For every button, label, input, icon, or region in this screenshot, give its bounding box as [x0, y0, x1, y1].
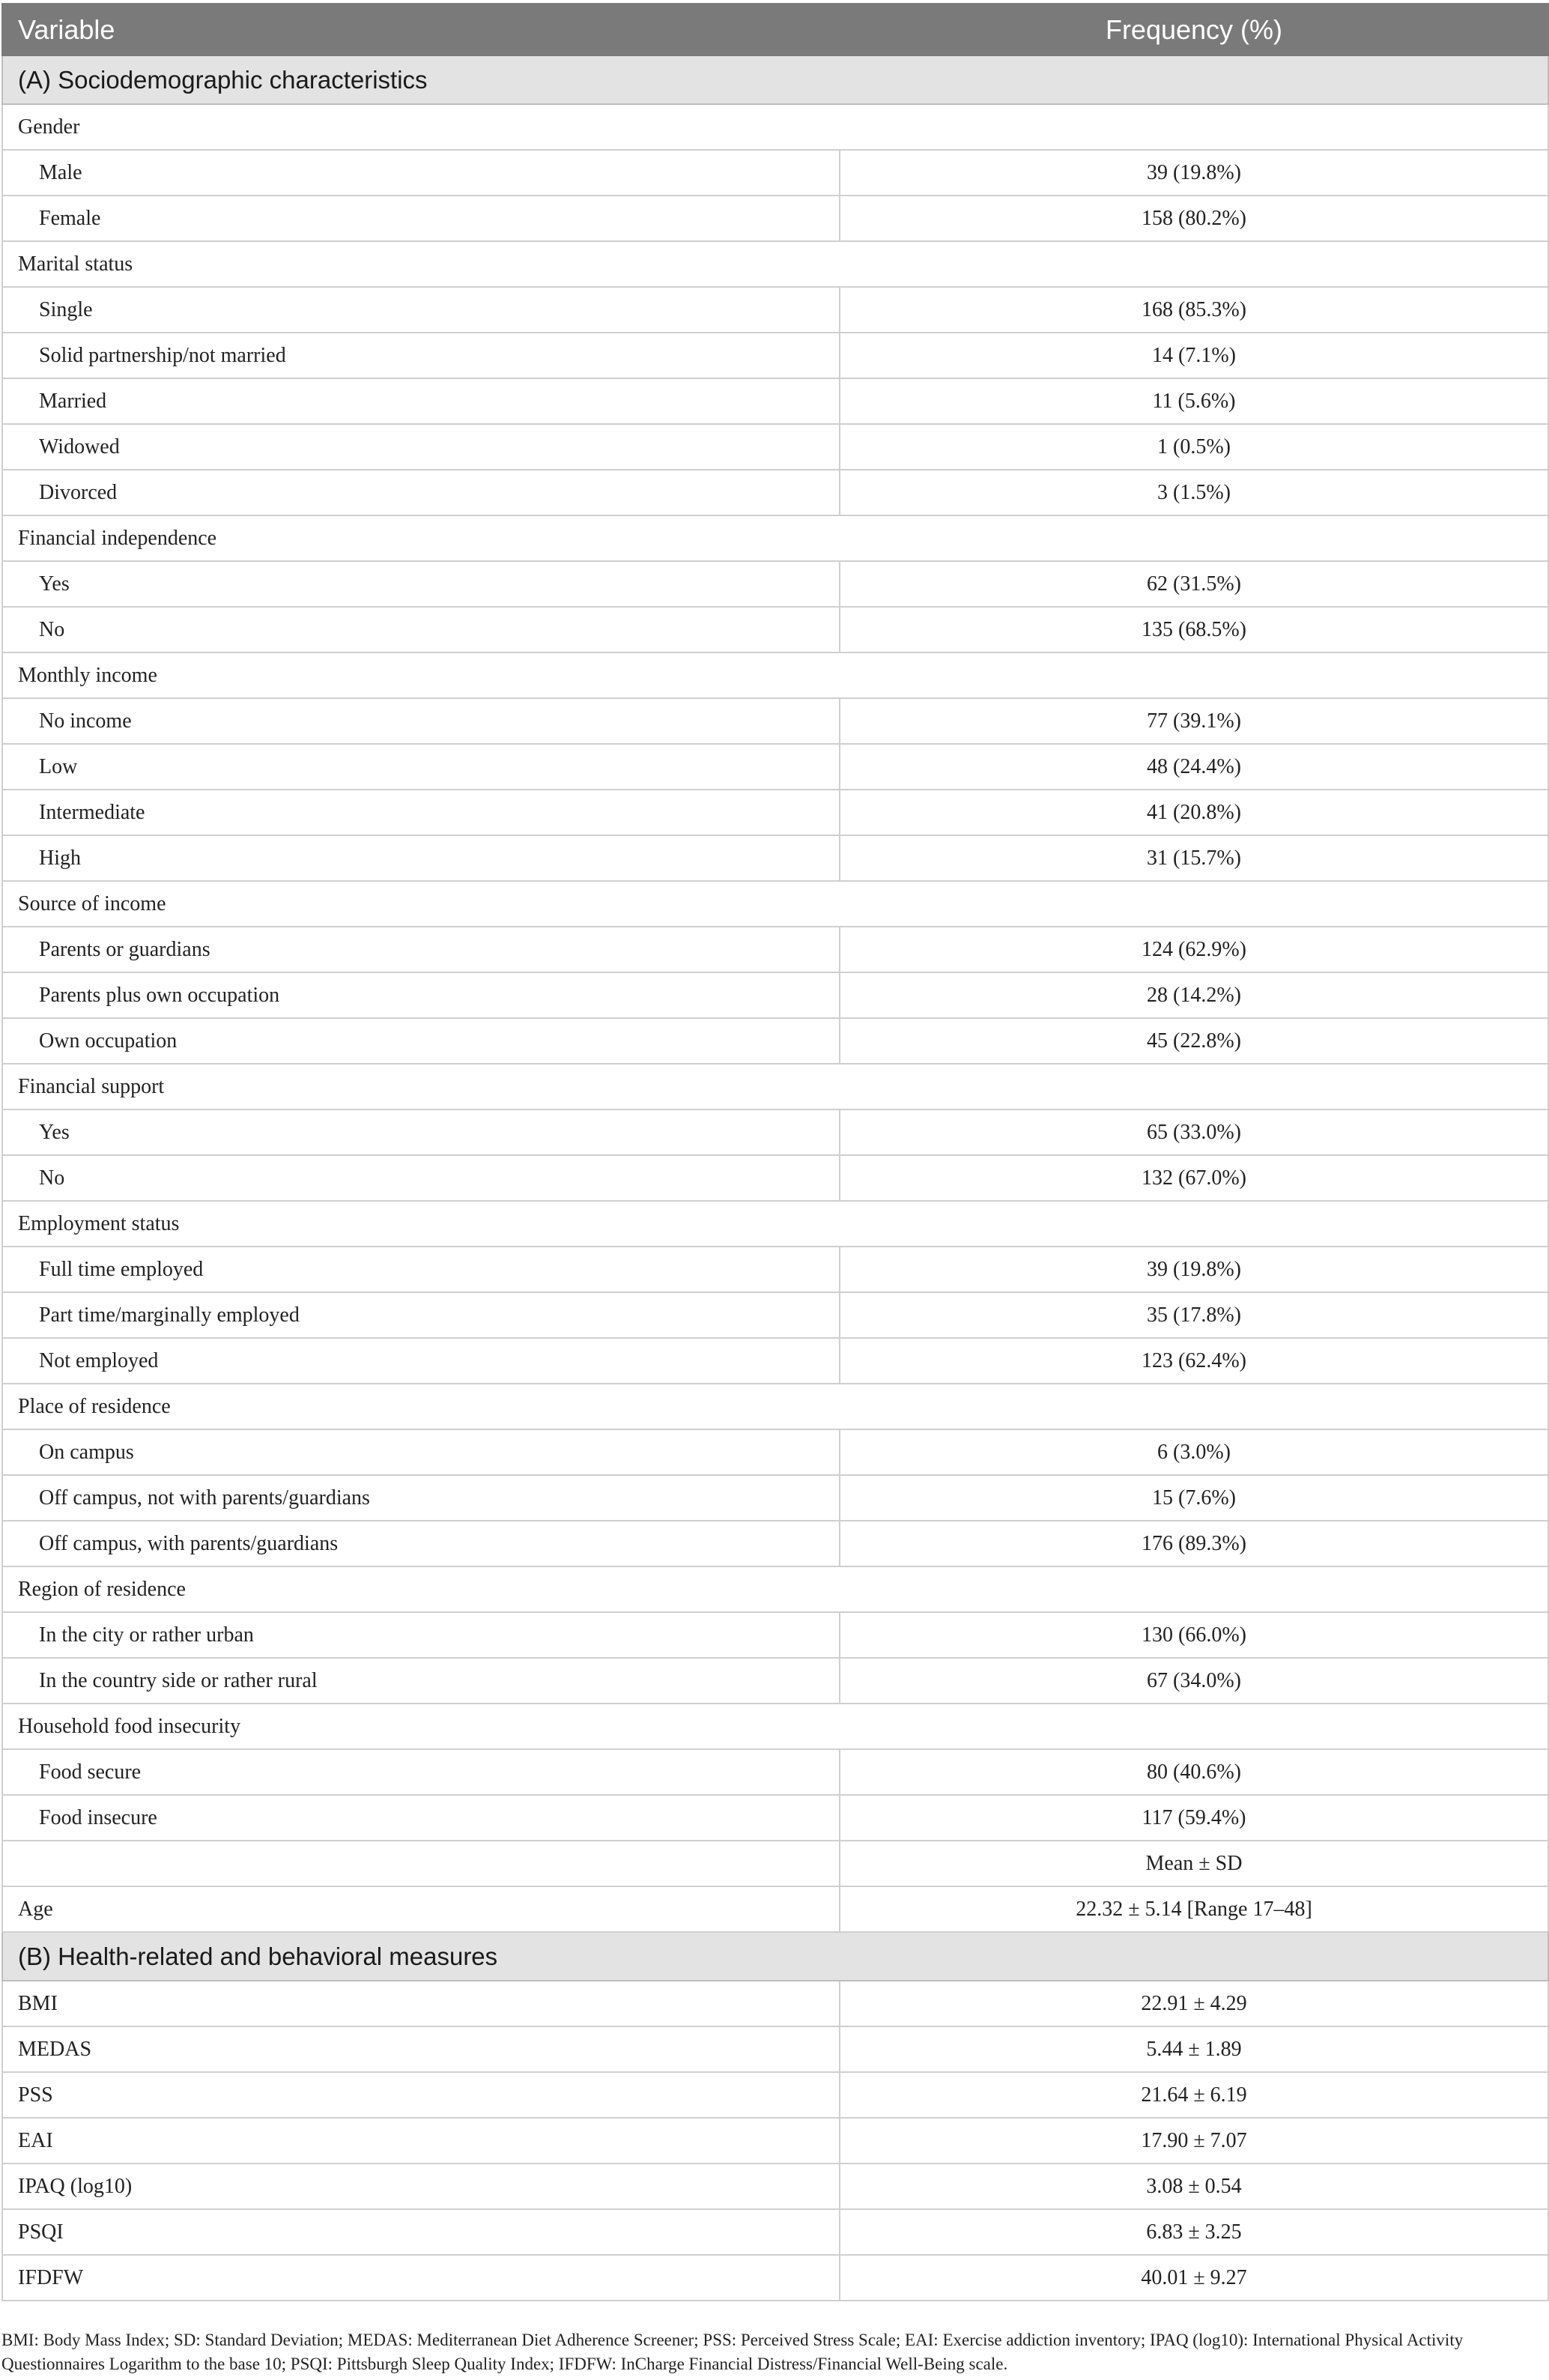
group-row	[2, 104, 1548, 150]
row-value: 135 (68.5%)	[840, 607, 1548, 652]
row-value: 62 (31.5%)	[840, 561, 1548, 607]
group-label: Monthly income	[2, 652, 1548, 698]
table-row	[2, 835, 1548, 881]
measure-label: PSQI	[2, 2209, 840, 2255]
table-row	[2, 1429, 1548, 1475]
section-a-row	[2, 55, 1548, 104]
group-row	[2, 652, 1548, 698]
group-label: Source of income	[2, 881, 1548, 927]
row-label: On campus	[2, 1429, 840, 1475]
measure-label: IFDFW	[2, 2255, 840, 2301]
characteristics-table	[1, 3, 1549, 2301]
table-row	[2, 927, 1548, 972]
row-value: 124 (62.9%)	[840, 927, 1548, 972]
row-label: Part time/marginally employed	[2, 1292, 840, 1338]
row-value: 67 (34.0%)	[840, 1658, 1548, 1704]
group-row	[2, 1704, 1548, 1749]
row-label: Own occupation	[2, 1018, 840, 1064]
row-value: 14 (7.1%)	[840, 333, 1548, 378]
row-label: Off campus, not with parents/guardians	[2, 1475, 840, 1521]
row-label: Married	[2, 378, 840, 424]
table-container	[1, 3, 1548, 2301]
row-value: 158 (80.2%)	[840, 196, 1548, 241]
table-body	[2, 55, 1548, 2301]
group-label: Household food insecurity	[2, 1704, 1548, 1749]
row-label: Full time employed	[2, 1247, 840, 1292]
group-row	[2, 1384, 1548, 1429]
table-row	[2, 1292, 1548, 1338]
group-label: Financial independence	[2, 515, 1548, 561]
row-value: 3 (1.5%)	[840, 470, 1548, 515]
table-row	[2, 1475, 1548, 1521]
header-variable: Variable	[2, 4, 840, 55]
table-row	[2, 1338, 1548, 1384]
row-label: Yes	[2, 561, 840, 607]
age-value: 22.32 ± 5.14 [Range 17–48]	[840, 1886, 1548, 1932]
row-label: No	[2, 1155, 840, 1201]
measure-label: BMI	[2, 1981, 840, 2026]
measure-value: 3.08 ± 0.54	[840, 2164, 1548, 2209]
row-value: 41 (20.8%)	[840, 790, 1548, 835]
row-value: 35 (17.8%)	[840, 1292, 1548, 1338]
table-row	[2, 561, 1548, 607]
row-value: 45 (22.8%)	[840, 1018, 1548, 1064]
row-value: 123 (62.4%)	[840, 1338, 1548, 1384]
group-row	[2, 241, 1548, 287]
row-label: No	[2, 607, 840, 652]
group-label: Gender	[2, 104, 1548, 150]
table-row	[2, 1612, 1548, 1658]
row-value: 80 (40.6%)	[840, 1749, 1548, 1795]
row-value: 77 (39.1%)	[840, 698, 1548, 744]
row-value: 28 (14.2%)	[840, 972, 1548, 1018]
table-row	[2, 1795, 1548, 1841]
row-value: 1 (0.5%)	[840, 424, 1548, 470]
row-value: 11 (5.6%)	[840, 378, 1548, 424]
table-row	[2, 470, 1548, 515]
table-row	[2, 790, 1548, 835]
measure-label: IPAQ (log10)	[2, 2164, 840, 2209]
table-row	[2, 1247, 1548, 1292]
measure-value: 17.90 ± 7.07	[840, 2118, 1548, 2164]
table-row	[2, 1658, 1548, 1704]
group-label: Region of residence	[2, 1566, 1548, 1612]
row-label: Food secure	[2, 1749, 840, 1795]
row-label: No income	[2, 698, 840, 744]
row-label: Not employed	[2, 1338, 840, 1384]
table-row	[2, 972, 1548, 1018]
row-value: 48 (24.4%)	[840, 744, 1548, 790]
row-label: Intermediate	[2, 790, 840, 835]
age-row	[2, 1886, 1548, 1932]
measure-row	[2, 2118, 1548, 2164]
measure-row	[2, 2072, 1548, 2118]
table-row	[2, 378, 1548, 424]
measure-value: 5.44 ± 1.89	[840, 2026, 1548, 2072]
table-row	[2, 698, 1548, 744]
row-label: In the country side or rather rural	[2, 1658, 840, 1704]
row-label: Parents or guardians	[2, 927, 840, 972]
row-label: Yes	[2, 1109, 840, 1155]
row-label: Parents plus own occupation	[2, 972, 840, 1018]
table-row	[2, 287, 1548, 333]
table-row	[2, 607, 1548, 652]
section-b-row	[2, 1932, 1548, 1981]
row-label: Off campus, with parents/guardians	[2, 1521, 840, 1566]
measure-row	[2, 2164, 1548, 2209]
header-row	[2, 4, 1548, 55]
empty-cell	[2, 1841, 840, 1886]
row-label: Divorced	[2, 470, 840, 515]
row-value: 39 (19.8%)	[840, 1247, 1548, 1292]
row-value: 39 (19.8%)	[840, 150, 1548, 196]
table-row	[2, 424, 1548, 470]
group-row	[2, 1566, 1548, 1612]
measure-value: 6.83 ± 3.25	[840, 2209, 1548, 2255]
row-label: Male	[2, 150, 840, 196]
group-label: Place of residence	[2, 1384, 1548, 1429]
row-label: In the city or rather urban	[2, 1612, 840, 1658]
table-row	[2, 196, 1548, 241]
row-value: 176 (89.3%)	[840, 1521, 1548, 1566]
section-b-title: (B) Health-related and behavioral measures	[2, 1932, 1548, 1981]
measure-row	[2, 1981, 1548, 2026]
row-value: 132 (67.0%)	[840, 1155, 1548, 1201]
row-value: 117 (59.4%)	[840, 1795, 1548, 1841]
table-row	[2, 1018, 1548, 1064]
measure-label: EAI	[2, 2118, 840, 2164]
group-row	[2, 1064, 1548, 1109]
row-value: 168 (85.3%)	[840, 287, 1548, 333]
row-label: Single	[2, 287, 840, 333]
table-row	[2, 1155, 1548, 1201]
measure-label: PSS	[2, 2072, 840, 2118]
row-label: Low	[2, 744, 840, 790]
measure-label: MEDAS	[2, 2026, 840, 2072]
group-label: Financial support	[2, 1064, 1548, 1109]
row-label: Widowed	[2, 424, 840, 470]
table-row	[2, 333, 1548, 378]
row-label: Solid partnership/not married	[2, 333, 840, 378]
table-row	[2, 744, 1548, 790]
group-row	[2, 1201, 1548, 1247]
measure-value: 22.91 ± 4.29	[840, 1981, 1548, 2026]
mean-header-row	[2, 1841, 1548, 1886]
row-label: Female	[2, 196, 840, 241]
measure-row	[2, 2026, 1548, 2072]
row-label: Food insecure	[2, 1795, 840, 1841]
age-label: Age	[2, 1886, 840, 1932]
row-value: 31 (15.7%)	[840, 835, 1548, 881]
row-value: 65 (33.0%)	[840, 1109, 1548, 1155]
row-label: High	[2, 835, 840, 881]
mean-sd-header: Mean ± SD	[840, 1841, 1548, 1886]
measure-value: 40.01 ± 9.27	[840, 2255, 1548, 2301]
measure-row	[2, 2209, 1548, 2255]
measure-value: 21.64 ± 6.19	[840, 2072, 1548, 2118]
row-value: 6 (3.0%)	[840, 1429, 1548, 1475]
table-row	[2, 1749, 1548, 1795]
group-row	[2, 881, 1548, 927]
group-row	[2, 515, 1548, 561]
section-a-title: (A) Sociodemographic characteristics	[2, 55, 1548, 104]
footnote: BMI: Body Mass Index; SD: Standard Deviation; MEDAS: Mediterranean Diet Adherence Screener; PSS: Perceived Stress Scale; EAI: Exercise addiction inventory; IPAQ (log10): International Physical Activity Questionnaires Logarithm to the base 10; PSQI: Pittsburgh Sleep Quality Index; IFDFW: InCharge Financial Distress/Financial Well-Being scale.	[1, 2331, 1464, 2373]
table-row	[2, 1109, 1548, 1155]
header-frequency: Frequency (%)	[840, 4, 1548, 55]
table-row	[2, 150, 1548, 196]
measure-row	[2, 2255, 1548, 2301]
group-label: Employment status	[2, 1201, 1548, 1247]
group-label: Marital status	[2, 241, 1548, 287]
table-row	[2, 1521, 1548, 1566]
row-value: 15 (7.6%)	[840, 1475, 1548, 1521]
row-value: 130 (66.0%)	[840, 1612, 1548, 1658]
